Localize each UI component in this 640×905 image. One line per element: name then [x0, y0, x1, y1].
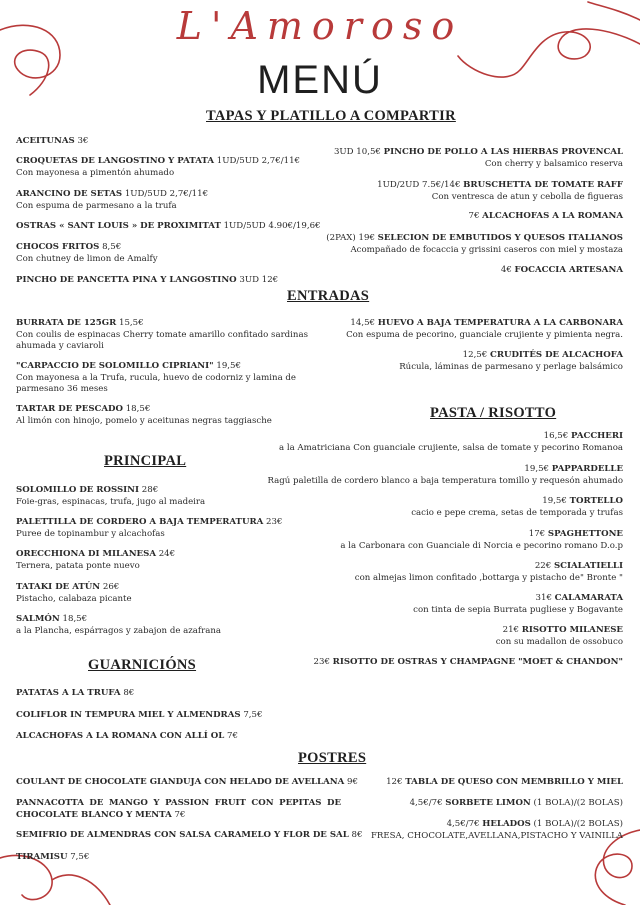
- menu-item: 16,5€ PACCHERI a la Amatriciana Con guanciale crujiente, salsa de tomate y pecorino Romanoa: [278, 431, 623, 453]
- menu-item: 23€ RISOTTO DE OSTRAS Y CHAMPAGNE "MOET & CHANDON": [313, 657, 623, 667]
- menu-item: COLIFLOR IN TEMPURA MIEL Y ALMENDRAS 7,5€: [16, 710, 263, 720]
- section-tapas: TAPAS Y PLATILLO A COMPARTIR: [206, 108, 456, 124]
- menu-item: 19,5€ TORTELLO cacio e pepe crema, setas de temporada y trufas: [411, 496, 623, 518]
- menu-item: PALETTILLA DE CORDERO A BAJA TEMPERATURA 23€ Puree de topinambur y alcachofas: [16, 517, 283, 539]
- menu-item: ACEITUNAS 3€: [16, 136, 89, 146]
- menu-item: 4,5€/7€ SORBETE LIMON (1 BOLA)/(2 BOLAS): [409, 798, 623, 808]
- menu-item: 21€ RISOTTO MILANESE con su madallon de ossobuco: [495, 625, 623, 647]
- menu-item: ARANCINO DE SETAS 1UD/5UD 2,7€/11€ Con espuma de parmesano a la trufa: [16, 189, 209, 211]
- menu-item: 17€ SPAGHETTONE a la Carbonara con Guanciale di Norcia e pecorino romano D.o.p: [340, 529, 623, 551]
- menu-item: 14,5€ HUEVO A BAJA TEMPERATURA A LA CARBONARA Con espuma de pecorino, guanciale crujiente y pimienta negra.: [346, 318, 623, 340]
- section-entradas: ENTRADAS: [287, 288, 370, 304]
- menu-item: SOLOMILLO DE ROSSINI 28€ Foie-gras, espinacas, trufa, jugo al madeira: [16, 485, 206, 507]
- menu-item: 12€ TABLA DE QUESO CON MEMBRILLO Y MIEL: [386, 777, 623, 787]
- menu-item: "CARPACCIO DE SOLOMILLO CIPRIANI" 19,5€ Con mayonesa a la Trufa, rucula, huevo de codorniz y lamina de parmesano 36 meses: [16, 361, 297, 394]
- menu-item: PINCHO DE PANCETTA PINA Y LANGOSTINO 3UD 12€: [16, 275, 279, 285]
- menu-item: 19,5€ PAPPARDELLE Ragú paletilla de cordero blanco a baja temperatura tomillo y requesón ahumado: [267, 464, 623, 486]
- menu-item: OSTRAS « SANT LOUIS » DE PROXIMITAT 1UD/5UD 4.90€/19,6€: [16, 221, 321, 231]
- menu-item: SEMIFRIO DE ALMENDRAS CON SALSA CARAMELO Y FLOR DE SAL 8€: [16, 830, 363, 840]
- menu-item: SALMÓN 18,5€ a la Plancha, espárragos y zabajon de azafrana: [16, 614, 221, 636]
- page-title: MENÚ: [257, 58, 383, 102]
- menu-item: COULANT DE CHOCOLATE GIANDUJA CON HELADO DE AVELLANA 9€: [16, 777, 358, 787]
- menu-item: (2PAX) 19€ SELECION DE EMBUTIDOS Y QUESOS ITALIANOS Acompañado de focaccia y grissini caseros con miel y mostaza: [326, 233, 623, 255]
- section-principal: PRINCIPAL: [104, 453, 187, 469]
- menu-item: TIRAMISU 7,5€: [16, 852, 90, 862]
- menu-item: BURRATA DE 125GR 15,5€ Con coulis de espinacas Cherry tomate amarillo confitado sardinas ahumada y caviaroli: [16, 318, 308, 351]
- menu-item: ORECCHIONA DI MILANESA 24€ Ternera, patata ponte nuevo: [16, 549, 176, 571]
- section-postres: POSTRES: [298, 750, 367, 766]
- section-guarniciones: GUARNICIÓNS: [88, 657, 197, 673]
- menu-item: 22€ SCIALATIELLI con almejas limon confitado ,bottarga y pistacho de" Bronte ": [354, 561, 623, 583]
- menu-item: ALCACHOFAS A LA ROMANA CON ALLÍ OL 7€: [16, 731, 238, 741]
- menu-item: 7€ ALCACHOFAS A LA ROMANA: [468, 211, 623, 221]
- menu-item: CHOCOS FRITOS 8,5€ Con chutney de limon de Amalfy: [16, 242, 158, 264]
- brand-logo: L'Amoroso: [176, 4, 464, 48]
- menu-item: TARTAR DE PESCADO 18,5€ Al limón con hinojo, pomelo y aceitunas negras taggiasche: [16, 404, 272, 426]
- menu-item: PATATAS A LA TRUFA 8€: [16, 688, 135, 698]
- menu-item: 3UD 10,5€ PINCHO DE POLLO A LAS HIERBAS PROVENCAL Con cherry y balsamico reserva: [333, 147, 623, 169]
- menu-item: 31€ CALAMARATA con tinta de sepia Burrata pugliese y Bogavante: [413, 593, 623, 615]
- menu-item: 4,5€/7€ HELADOS (1 BOLA)/(2 BOLAS) FRESA, CHOCOLATE,AVELLANA,PISTACHO Y VAINILLA: [370, 819, 623, 841]
- menu-item: 4€ FOCACCIA ARTESANA: [500, 265, 623, 275]
- section-pasta: PASTA / RISOTTO: [430, 405, 557, 421]
- menu-item: 12,5€ CRUDITÉS DE ALCACHOFA Rúcula, láminas de parmesano y perlage balsámico: [399, 350, 623, 372]
- menu-item: PANNACOTTA DE MANGO Y PASSION FRUIT CON PEPITAS DE CHOCOLATE BLANCO Y MENTA 7€: [16, 798, 341, 820]
- menu-item: CROQUETAS DE LANGOSTINO Y PATATA 1UD/5UD 2,7€/11€ Con mayonesa a pimentón ahumado: [16, 156, 301, 178]
- menu-item: 1UD/2UD 7.5€/14€ BRUSCHETTA DE TOMATE RAFF Con ventresca de atun y cebolla de figueras: [377, 180, 623, 202]
- menu-item: TATAKI DE ATÚN 26€ Pistacho, calabaza picante: [16, 582, 132, 604]
